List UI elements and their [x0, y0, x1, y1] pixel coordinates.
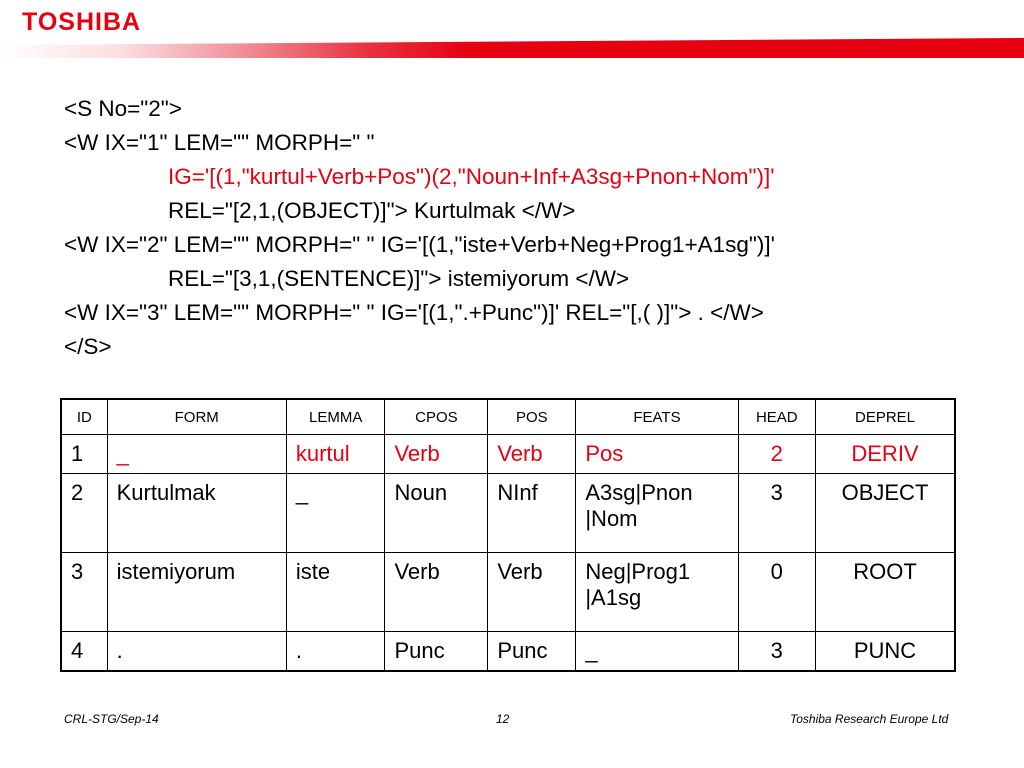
table-cell-head: 0: [738, 553, 815, 632]
table-row: [61, 474, 955, 553]
xml-line: </S>: [64, 334, 112, 359]
table-cell-deprel: PUNC: [816, 632, 956, 672]
xml-line: <W IX="1" LEM="" MORPH=" ": [64, 130, 375, 155]
table-cell-lemma: kurtul: [286, 435, 385, 474]
column-header-feats: FEATS: [576, 399, 738, 435]
table-cell-form: .: [107, 632, 286, 672]
table-cell-pos: Punc: [488, 632, 576, 672]
table-cell-deprel: DERIV: [816, 435, 956, 474]
table-cell-cpos: Verb: [385, 435, 488, 474]
table-row: [61, 553, 955, 632]
table-cell-id: 4: [61, 632, 107, 672]
table-cell-cpos: Verb: [385, 553, 488, 632]
table-cell-form: istemiyorum: [107, 553, 286, 632]
xml-line: REL="[2,1,(OBJECT)]"> Kurtulmak </W>: [168, 198, 576, 223]
table-cell-form: _: [107, 435, 286, 474]
table-cell-deprel: OBJECT: [816, 474, 956, 553]
toshiba-logo: TOSHIBA: [22, 8, 142, 36]
xml-line-ig-highlight: IG='[(1,"kurtul+Verb+Pos")(2,"Noun+Inf+A3sg+Pnon+Nom")]': [168, 164, 775, 189]
table-cell-id: 3: [61, 553, 107, 632]
table-cell-lemma: .: [286, 632, 385, 672]
column-header-head: HEAD: [738, 399, 815, 435]
table-cell-form: Kurtulmak: [107, 474, 286, 553]
table-cell-feats: Pos: [576, 435, 738, 474]
table-cell-head: 3: [738, 474, 815, 553]
xml-line: <W IX="3" LEM="" MORPH=" " IG='[(1,".+Punc")]' REL="[,( )]"> . </W>: [64, 300, 764, 325]
footer-page-number: 12: [496, 712, 510, 726]
table-cell-feats: _: [576, 632, 738, 672]
table-cell-lemma: iste: [286, 553, 385, 632]
table-row: [61, 435, 955, 474]
table-cell-deprel: ROOT: [816, 553, 956, 632]
column-header-cpos: CPOS: [385, 399, 488, 435]
xml-line: <S No="2">: [64, 96, 182, 121]
table-cell-id: 2: [61, 474, 107, 553]
header-red-bar: [0, 38, 1024, 58]
column-header-id: ID: [61, 399, 107, 435]
table-header-row: [61, 399, 955, 435]
column-header-lemma: LEMMA: [286, 399, 385, 435]
table-cell-id: 1: [61, 435, 107, 474]
table-cell-cpos: Noun: [385, 474, 488, 553]
xml-line: REL="[3,1,(SENTENCE)]"> istemiyorum </W>: [168, 266, 630, 291]
table-cell-head: 3: [738, 632, 815, 672]
conll-table: [60, 398, 956, 672]
column-header-pos: POS: [488, 399, 576, 435]
footer-date-code: CRL-STG/Sep-14: [64, 712, 159, 726]
table-cell-pos: Verb: [488, 435, 576, 474]
table-cell-feats: Neg|Prog1 |A1sg: [576, 553, 738, 632]
footer-organization: Toshiba Research Europe Ltd: [790, 712, 949, 726]
table-cell-cpos: Punc: [385, 632, 488, 672]
xml-line: <W IX="2" LEM="" MORPH=" " IG='[(1,"iste+Verb+Neg+Prog1+A1sg")]': [64, 232, 775, 257]
table-cell-pos: NInf: [488, 474, 576, 553]
table-cell-lemma: _: [286, 474, 385, 553]
table-cell-pos: Verb: [488, 553, 576, 632]
column-header-form: FORM: [107, 399, 286, 435]
column-header-deprel: DEPREL: [816, 399, 956, 435]
xml-sentence-block: [64, 92, 775, 364]
table-cell-head: 2: [738, 435, 815, 474]
table-row: [61, 632, 955, 672]
table-cell-feats: A3sg|Pnon |Nom: [576, 474, 738, 553]
